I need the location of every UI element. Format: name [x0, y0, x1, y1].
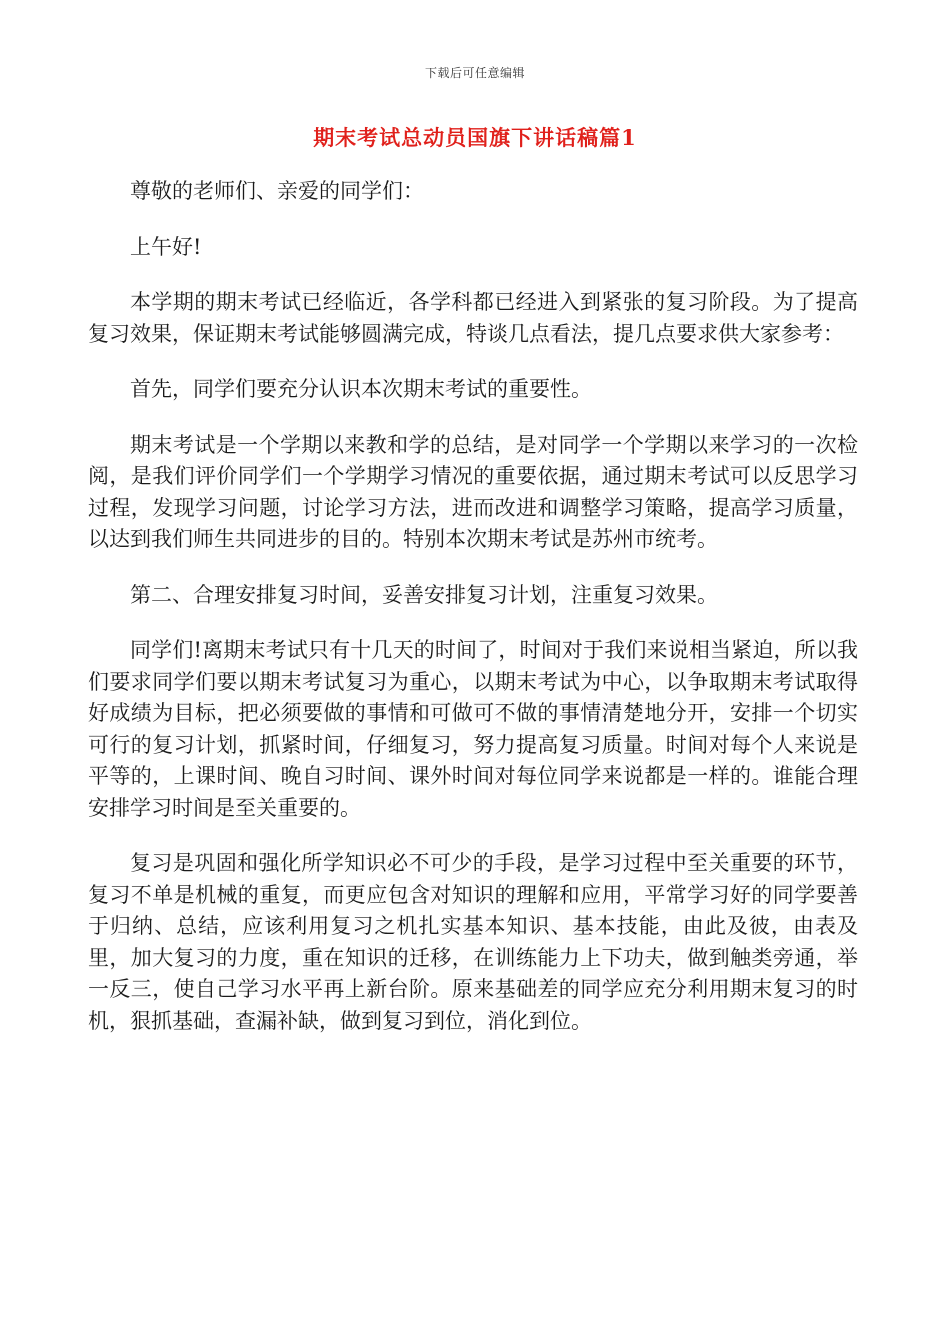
salutation-paragraph: 上午好! [130, 234, 202, 259]
header-note: 下载后可任意编辑 [424, 66, 525, 80]
point-two-heading: 第二、合理安排复习时间，妥善安排复习计划，注重复习效果。 [130, 582, 718, 607]
review-paragraph: 复习是巩固和强化所学知识必不可少的手段，是学习过程中至关重要的环节，复习不单是机械的重复，而更应包含对知识的理解和应用，平常学习好的同学要善于归纳、总结，应该利用复习之机扎实基本知识、基本技能，由此及彼，由表及里，加大复习的力度，重在知识的迁移，在训练能力上下功夫，做到触类旁通，举一反三，使自己学习水平再上新台阶。原来基础差的同学应充分利用期末复习的时机，狠抓基础，查漏补缺，做到复习到位，消化到位。 [88, 851, 858, 1033]
document-title: 期末考试总动员国旗下讲话稿篇1 [313, 125, 637, 150]
document-body [88, 176, 858, 1061]
point-one-paragraph: 期末考试是一个学期以来教和学的总结，是对同学一个学期以来学习的一次检阅，是我们评价同学们一个学期学习情况的重要依据，通过期末考试可以反思学习过程，发现学习问题，讨论学习方法，进而改进和调整学习策略，提高学习质量，以达到我们师生共同进步的目的。特别本次期末考试是苏州市统考。 [88, 432, 858, 551]
greeting-paragraph: 尊敬的老师们、亲爱的同学们： [130, 179, 424, 203]
point-one-heading: 首先，同学们要充分认识本次期末考试的重要性。 [130, 377, 592, 401]
point-two-paragraph: 同学们!离期末考试只有十几天的时间了，时间对于我们来说相当紧迫，所以我们要求同学们要以期末考试复习为重心，以期末考试为中心，以争取期末考试取得好成绩为目标，把必须要做的事情和可做可不做的事情清楚地分开，安排一个切实可行的复习计划，抓紧时间，仔细复习，努力提高复习质量。时间对每个人来说是平等的，上课时间、晚自习时间、课外时间对每位同学来说都是一样的。谁能合理安排学习时间是至关重要的。 [88, 638, 858, 820]
intro-paragraph: 本学期的期末考试已经临近，各学科都已经进入到紧张的复习阶段。为了提高复习效果，保证期末考试能够圆满完成，特谈几点看法，提几点要求供大家参考： [88, 290, 858, 346]
